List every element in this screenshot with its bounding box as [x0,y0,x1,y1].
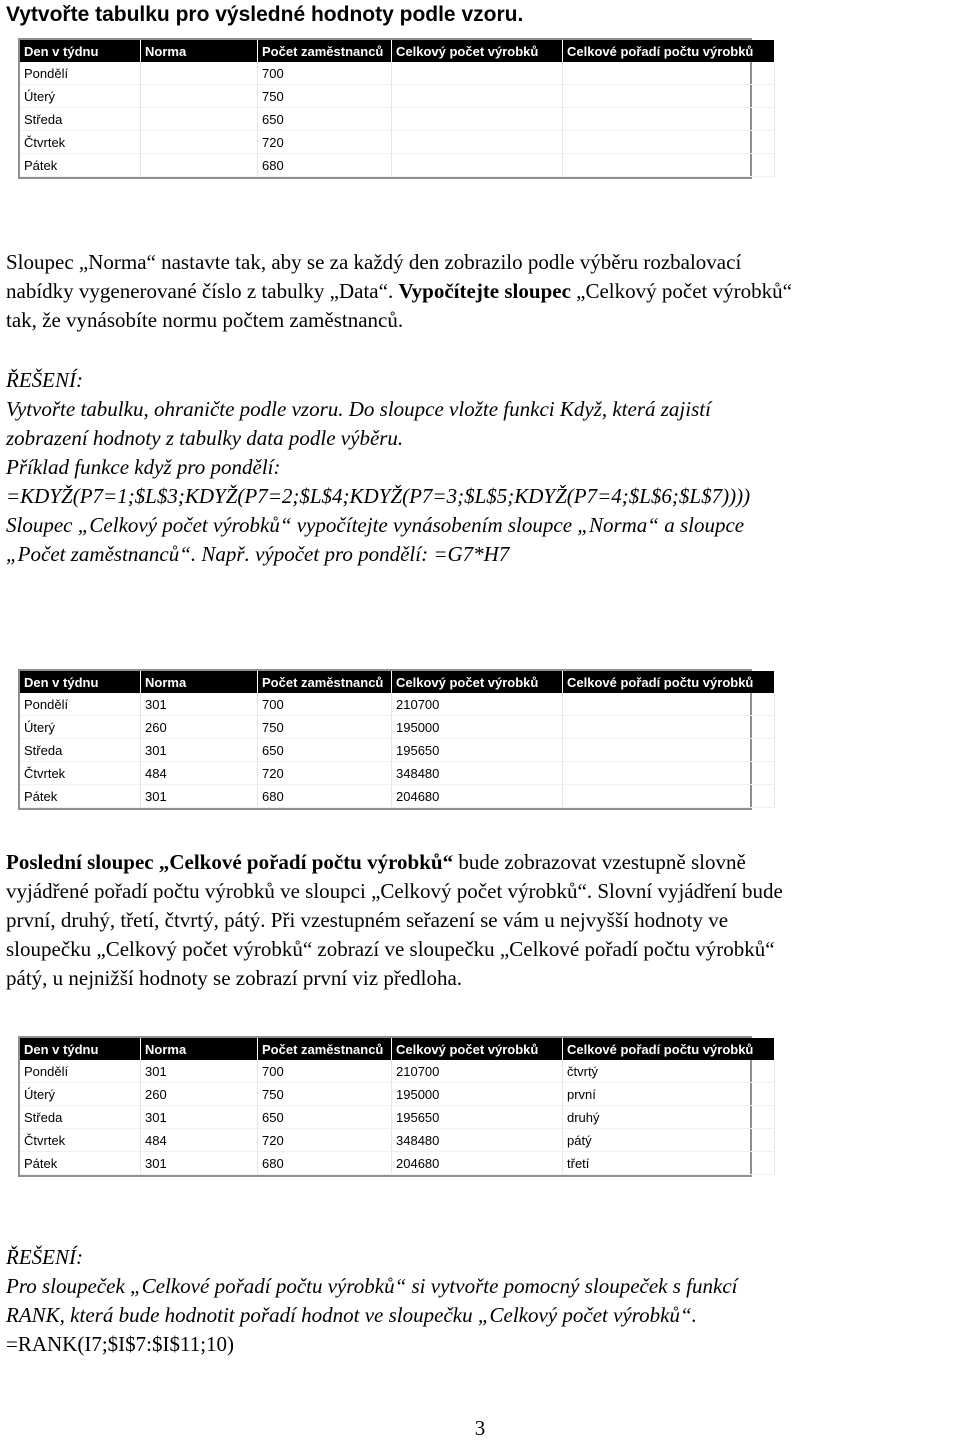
column-header: Celkový počet výrobků [392,40,563,62]
value-cell: 301 [141,739,258,762]
table-row [20,1060,775,1083]
value-cell: 210700 [392,693,563,716]
value-cell [392,154,563,177]
day-cell: Středa [20,739,141,762]
value-cell [141,85,258,108]
value-cell: 650 [258,739,392,762]
value-cell: 195000 [392,716,563,739]
value-cell: 484 [141,1129,258,1152]
value-cell: první [563,1083,775,1106]
value-cell [392,108,563,131]
table-row [20,85,775,108]
page-number: 3 [474,1416,486,1440]
instruction-bold-text: Vypočítejte sloupec [398,279,571,303]
instruction-line: pátý, u nejnižší hodnoty se zobrazí první viz předloha. [6,966,463,990]
instruction-text: „Celkový počet výrobků“ [570,279,792,303]
value-cell: 260 [141,1083,258,1106]
value-cell: 750 [258,85,392,108]
value-cell: 680 [258,1152,392,1175]
value-cell: 348480 [392,1129,563,1152]
value-cell [563,62,775,85]
day-cell: Pátek [20,785,141,808]
header-row [20,40,775,62]
day-cell: Středa [20,1106,141,1129]
value-cell: 301 [141,1152,258,1175]
value-cell [392,131,563,154]
table-row [20,1129,775,1152]
table-row [20,1152,775,1175]
value-cell: 680 [258,154,392,177]
table-row [20,154,775,177]
instruction-paragraph-1 [6,248,792,335]
instruction-line: první, druhý, třetí, čtvrtý, pátý. Při vzestupném seřazení se vám u nejvyšší hodnoty ve [6,908,729,932]
value-cell: 204680 [392,1152,563,1175]
instruction-line: sloupečku „Celkový počet výrobků“ zobrazí ve sloupečku „Celkové pořadí počtu výrobků“ [6,937,775,961]
value-cell: 301 [141,1106,258,1129]
table-row [20,62,775,85]
day-cell: Pátek [20,1152,141,1175]
value-cell: 195000 [392,1083,563,1106]
sheet-table [20,40,775,177]
day-cell: Úterý [20,85,141,108]
header-row [20,1038,775,1060]
solution-line: zobrazení hodnoty z tabulky data podle výběru. [6,426,404,450]
table-row [20,108,775,131]
value-cell [563,785,775,808]
spreadsheet-table-3 [18,1036,752,1177]
value-cell: 301 [141,785,258,808]
header-row [20,671,775,693]
value-cell: 650 [258,108,392,131]
column-header: Celkové pořadí počtu výrobků [563,671,775,693]
sheet-table [20,1038,775,1175]
value-cell: 720 [258,1129,392,1152]
value-cell [563,85,775,108]
day-cell: Pondělí [20,1060,141,1083]
value-cell: 195650 [392,739,563,762]
solution-line: RANK, která bude hodnotit pořadí hodnot ve sloupečku „Celkový počet výrobků“. [6,1303,697,1327]
day-cell: Čtvrtek [20,762,141,785]
value-cell: 650 [258,1106,392,1129]
column-header: Norma [141,40,258,62]
column-header: Celkový počet výrobků [392,671,563,693]
value-cell [563,762,775,785]
column-header: Norma [141,671,258,693]
value-cell: druhý [563,1106,775,1129]
value-cell [563,739,775,762]
value-cell [563,693,775,716]
value-cell [141,154,258,177]
instruction-line [6,277,792,306]
table-row [20,1106,775,1129]
day-cell: Úterý [20,716,141,739]
value-cell: 301 [141,1060,258,1083]
column-header: Norma [141,1038,258,1060]
day-cell: Pátek [20,154,141,177]
solution-line: „Počet zaměstnanců“. Např. výpočet pro pondělí: =G7*H7 [6,542,510,566]
solution-line: Pro sloupeček „Celkové pořadí počtu výrobků“ si vytvořte pomocný sloupeček s funkcí [6,1274,738,1298]
column-header: Počet zaměstnanců [258,1038,392,1060]
formula-line: =RANK(I7;$I$7:$I$11;10) [6,1332,235,1356]
value-cell: 750 [258,716,392,739]
table-row [20,762,775,785]
solution-line: Sloupec „Celkový počet výrobků“ vypočítejte vynásobením sloupce „Norma“ a sloupce [6,513,745,537]
value-cell: 260 [141,716,258,739]
value-cell: 720 [258,762,392,785]
value-cell: 750 [258,1083,392,1106]
value-cell [563,716,775,739]
value-cell: 204680 [392,785,563,808]
value-cell: 484 [141,762,258,785]
spreadsheet-table-2 [18,669,752,810]
table-row [20,1083,775,1106]
column-header: Den v týdnu [20,671,141,693]
spreadsheet-table-1 [18,38,752,179]
column-header: Počet zaměstnanců [258,671,392,693]
day-cell: Středa [20,108,141,131]
value-cell: pátý [563,1129,775,1152]
table-row [20,739,775,762]
value-cell: třetí [563,1152,775,1175]
table-row [20,785,775,808]
instruction-text: bude zobrazovat vzestupně slovně [453,850,746,874]
value-cell [563,131,775,154]
value-cell: 700 [258,1060,392,1083]
value-cell: 348480 [392,762,563,785]
solution-label: ŘEŠENÍ: [6,368,83,392]
page-heading: Vytvořte tabulku pro výsledné hodnoty podle vzoru. [6,3,524,26]
column-header: Celkové pořadí počtu výrobků [563,40,775,62]
instruction-line [6,848,783,877]
table-row [20,131,775,154]
day-cell: Pondělí [20,62,141,85]
instruction-line: Sloupec „Norma“ nastavte tak, aby se za každý den zobrazilo podle výběru rozbalovací [6,250,742,274]
value-cell [392,62,563,85]
column-header: Celkové pořadí počtu výrobků [563,1038,775,1060]
value-cell: 680 [258,785,392,808]
value-cell: 700 [258,693,392,716]
value-cell [141,108,258,131]
sheet-table [20,671,775,808]
value-cell: 195650 [392,1106,563,1129]
day-cell: Čtvrtek [20,1129,141,1152]
solution-line: Příklad funkce když pro pondělí: [6,455,281,479]
value-cell [141,131,258,154]
instruction-text: nabídky vygenerované číslo z tabulky „Data“. [6,279,399,303]
column-header: Celkový počet výrobků [392,1038,563,1060]
value-cell [563,154,775,177]
value-cell: 700 [258,62,392,85]
value-cell: čtvrtý [563,1060,775,1083]
instruction-line: vyjádřené pořadí počtu výrobků ve sloupci „Celkový počet výrobků“. Slovní vyjádření bude [6,879,783,903]
value-cell: 720 [258,131,392,154]
day-cell: Úterý [20,1083,141,1106]
instruction-line: tak, že vynásobíte normu počtem zaměstnanců. [6,308,404,332]
value-cell: 210700 [392,1060,563,1083]
table-row [20,716,775,739]
value-cell [392,85,563,108]
value-cell: 301 [141,693,258,716]
formula-line: =KDYŽ(P7=1;$L$3;KDYŽ(P7=2;$L$4;KDYŽ(P7=3;$L$5;KDYŽ(P7=4;$L$6;$L$7)))) [6,484,751,508]
solution-block-2 [6,1243,737,1359]
day-cell: Pondělí [20,693,141,716]
column-header: Den v týdnu [20,40,141,62]
column-header: Den v týdnu [20,1038,141,1060]
solution-line: Vytvořte tabulku, ohraničte podle vzoru. Do sloupce vložte funkci Když, která zajistí [6,397,711,421]
value-cell [141,62,258,85]
value-cell [563,108,775,131]
instruction-bold-text: Poslední sloupec „Celkové pořadí počtu výrobků“ [6,850,454,874]
day-cell: Čtvrtek [20,131,141,154]
column-header: Počet zaměstnanců [258,40,392,62]
solution-label: ŘEŠENÍ: [6,1245,83,1269]
instruction-paragraph-2 [6,848,783,993]
solution-block-1 [6,366,750,569]
table-row [20,693,775,716]
